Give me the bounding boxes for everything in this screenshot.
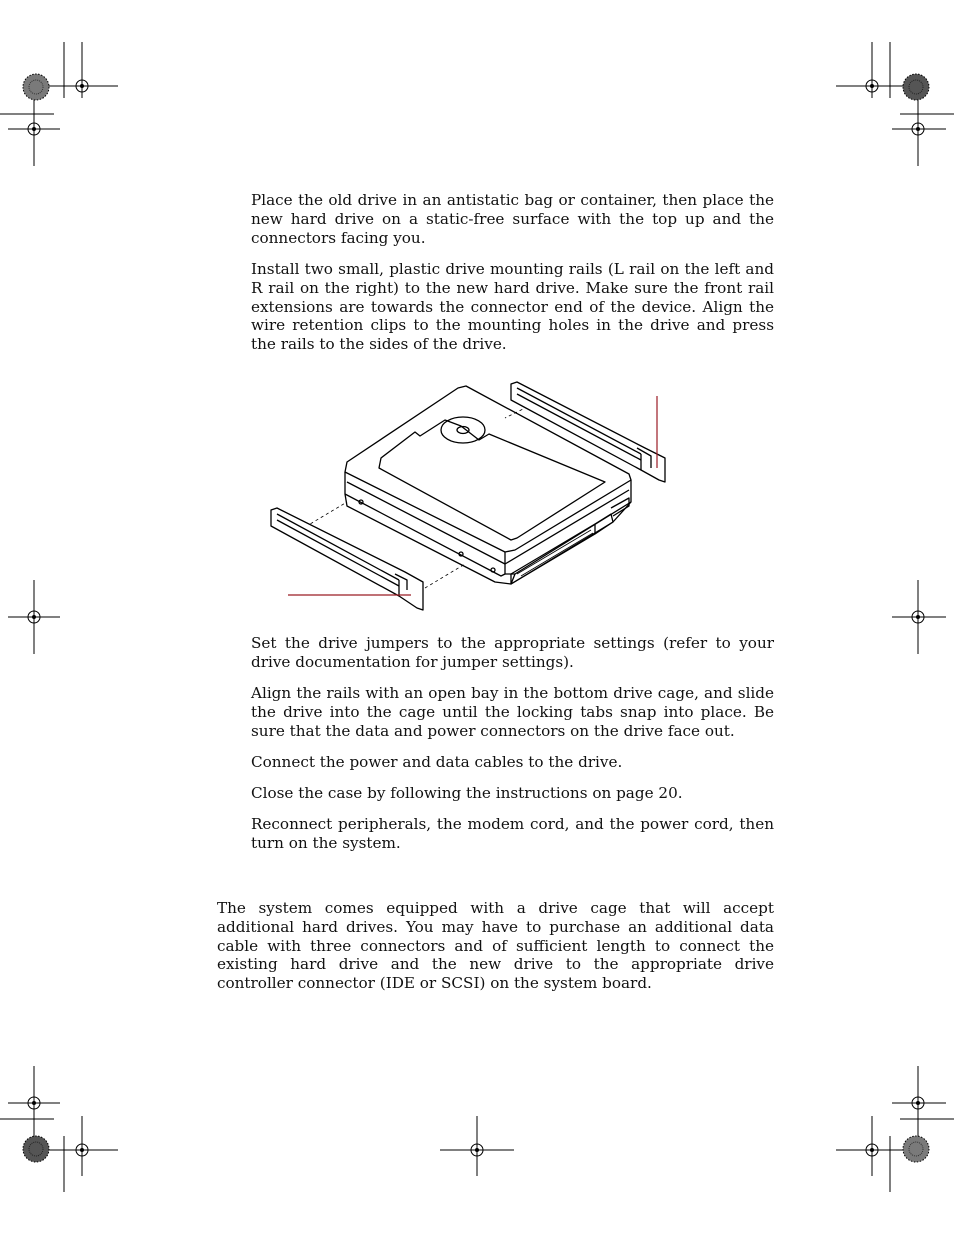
step-place-old-drive: Place the old drive in an antistatic bag or container, then place the new hard drive on a static-free surface with the top up and the connectors facing you. [251, 191, 774, 247]
step-close-case: Close the case by following the instructions on page 20. [251, 784, 683, 802]
step-align-rails: Align the rails with an open bay in the bottom drive cage, and slide the drive into the cage until the locking tabs snap into place. Be sure that the data and power connectors on the drive face out. [251, 684, 774, 740]
drive-rails-illustration [265, 378, 685, 618]
step-reconnect-peripherals: Reconnect peripherals, the modem cord, and the power cord, then turn on the system. [251, 815, 774, 852]
step-connect-cables: Connect the power and data cables to the drive. [251, 753, 623, 771]
color-target-icon [23, 74, 49, 100]
step-install-rails: Install two small, plastic drive mounting rails (L rail on the left and R rail on the right) to the new hard drive. Make sure the front rail extensions are towards the connector end of the device. Align the wire retention clips to the mounting holes in the drive and press the rails to the sides of the drive. [251, 260, 774, 354]
color-target-icon [23, 1136, 49, 1162]
color-target-icon [903, 74, 929, 100]
color-target-icon [903, 1136, 929, 1162]
step-set-jumpers: Set the drive jumpers to the appropriate settings (refer to your drive documentation for jumper settings). [251, 634, 774, 671]
additional-drives-paragraph: The system comes equipped with a drive cage that will accept additional hard drives. You may have to purchase an additional data cable with three connectors and of sufficient length to connect the existing hard drive and the new drive to the appropriate drive controller connector (IDE or SCSI) on the system board. [217, 899, 774, 993]
